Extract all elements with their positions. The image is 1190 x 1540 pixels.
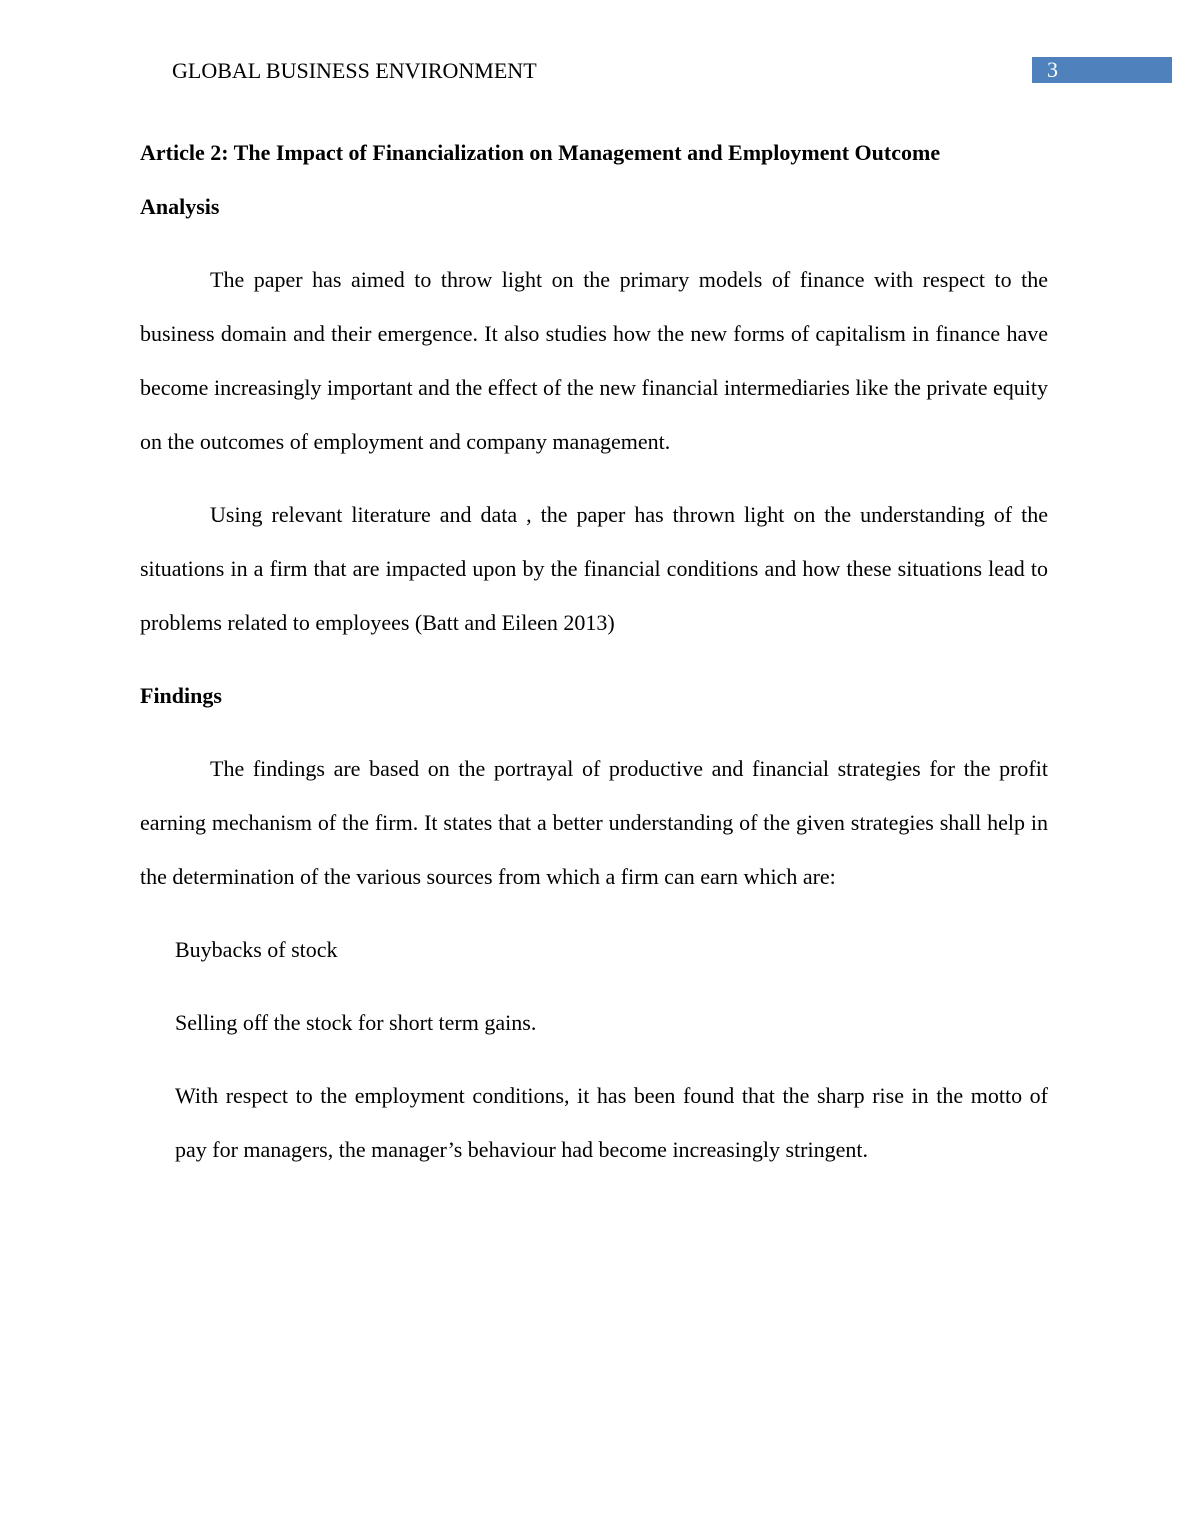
analysis-paragraph-1: The paper has aimed to throw light on the primary models of finance with respect to the business domain and their emergence. It also studies how the new forms of capitalism in finance have become increasingly important and the effect of the new financial intermediaries like the private equity on the outcomes of employment and company management.	[140, 267, 1048, 454]
findings-item-1: Buybacks of stock	[175, 937, 338, 962]
page-number-box	[1032, 57, 1172, 83]
analysis-heading: Analysis	[140, 194, 220, 219]
running-head: GLOBAL BUSINESS ENVIRONMENT	[172, 58, 537, 83]
findings-paragraph: The findings are based on the portrayal of productive and financial strategies for the profit earning mechanism of the firm. It states that a better understanding of the given strategies shall help in the determination of the various sources from which a firm can earn which are:	[140, 756, 1048, 889]
article-title: Article 2: The Impact of Financialization on Management and Employment Outcome	[140, 140, 941, 165]
findings-heading: Findings	[140, 683, 222, 708]
analysis-paragraph-2: Using relevant literature and data , the paper has thrown light on the understanding of the situations in a firm that are impacted upon by the financial conditions and how these situations lead to problems related to employees (Batt and Eileen 2013)	[140, 502, 1048, 635]
closing-paragraph: With respect to the employment conditions, it has been found that the sharp rise in the motto of pay for managers, the manager’s behaviour had become increasingly stringent.	[175, 1083, 1048, 1162]
findings-item-2: Selling off the stock for short term gains.	[175, 1010, 537, 1035]
page-number: 3	[1047, 57, 1058, 82]
document-body	[140, 126, 1048, 1177]
